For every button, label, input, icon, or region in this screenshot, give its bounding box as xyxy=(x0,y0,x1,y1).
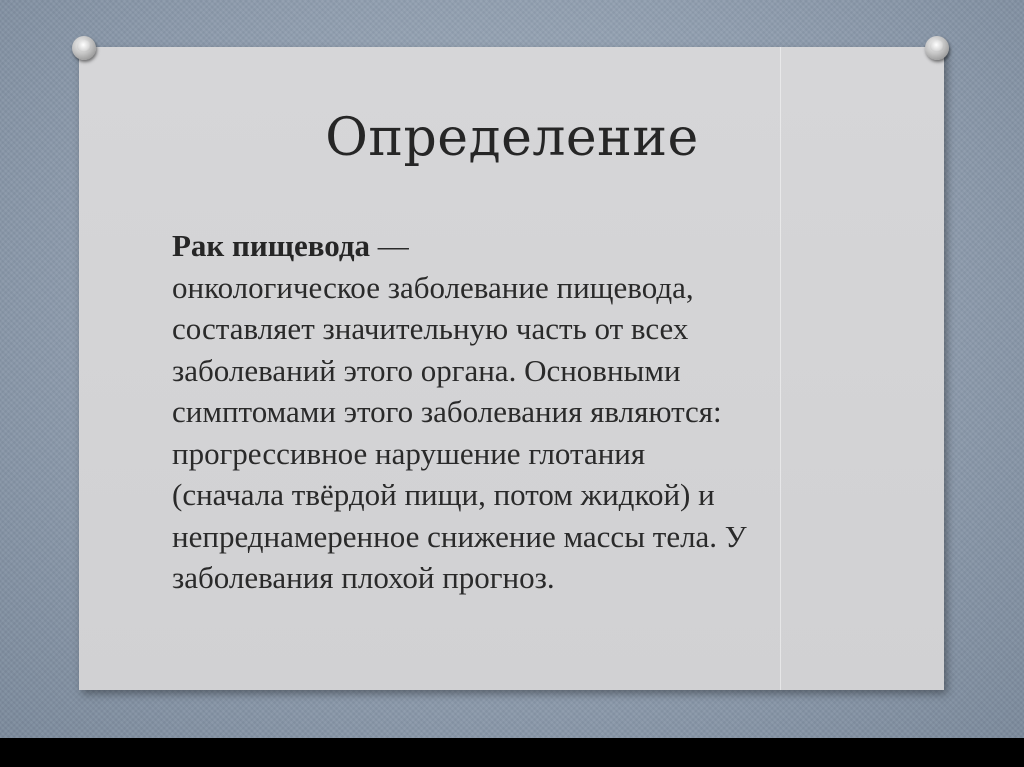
definition-term-line xyxy=(172,225,852,267)
bottom-black-bar xyxy=(0,738,1024,767)
definition-line: симптомами этого заболевания являются: xyxy=(172,394,722,429)
definition-line: составляет значительную часть от всех xyxy=(172,311,689,346)
definition-line: заболеваний этого органа. Основными xyxy=(172,352,681,388)
definition-line: заболевания плохой прогноз. xyxy=(172,560,555,595)
definition-line: онкологическое заболевание пищевода, xyxy=(172,269,694,305)
definition-line: прогрессивное нарушение глотания xyxy=(172,435,646,471)
definition-line: непреднамеренное снижение массы тела. У xyxy=(172,518,747,554)
definition-text xyxy=(172,225,852,599)
definition-term: Рак пищевода xyxy=(172,228,371,263)
definition-dash: — xyxy=(370,228,409,263)
pushpin-icon-right xyxy=(925,36,949,60)
slide-title: Определение xyxy=(325,108,699,168)
definition-line: (сначала твёрдой пищи, потом жидкой) и xyxy=(172,477,715,512)
pushpin-icon-left xyxy=(72,36,96,60)
